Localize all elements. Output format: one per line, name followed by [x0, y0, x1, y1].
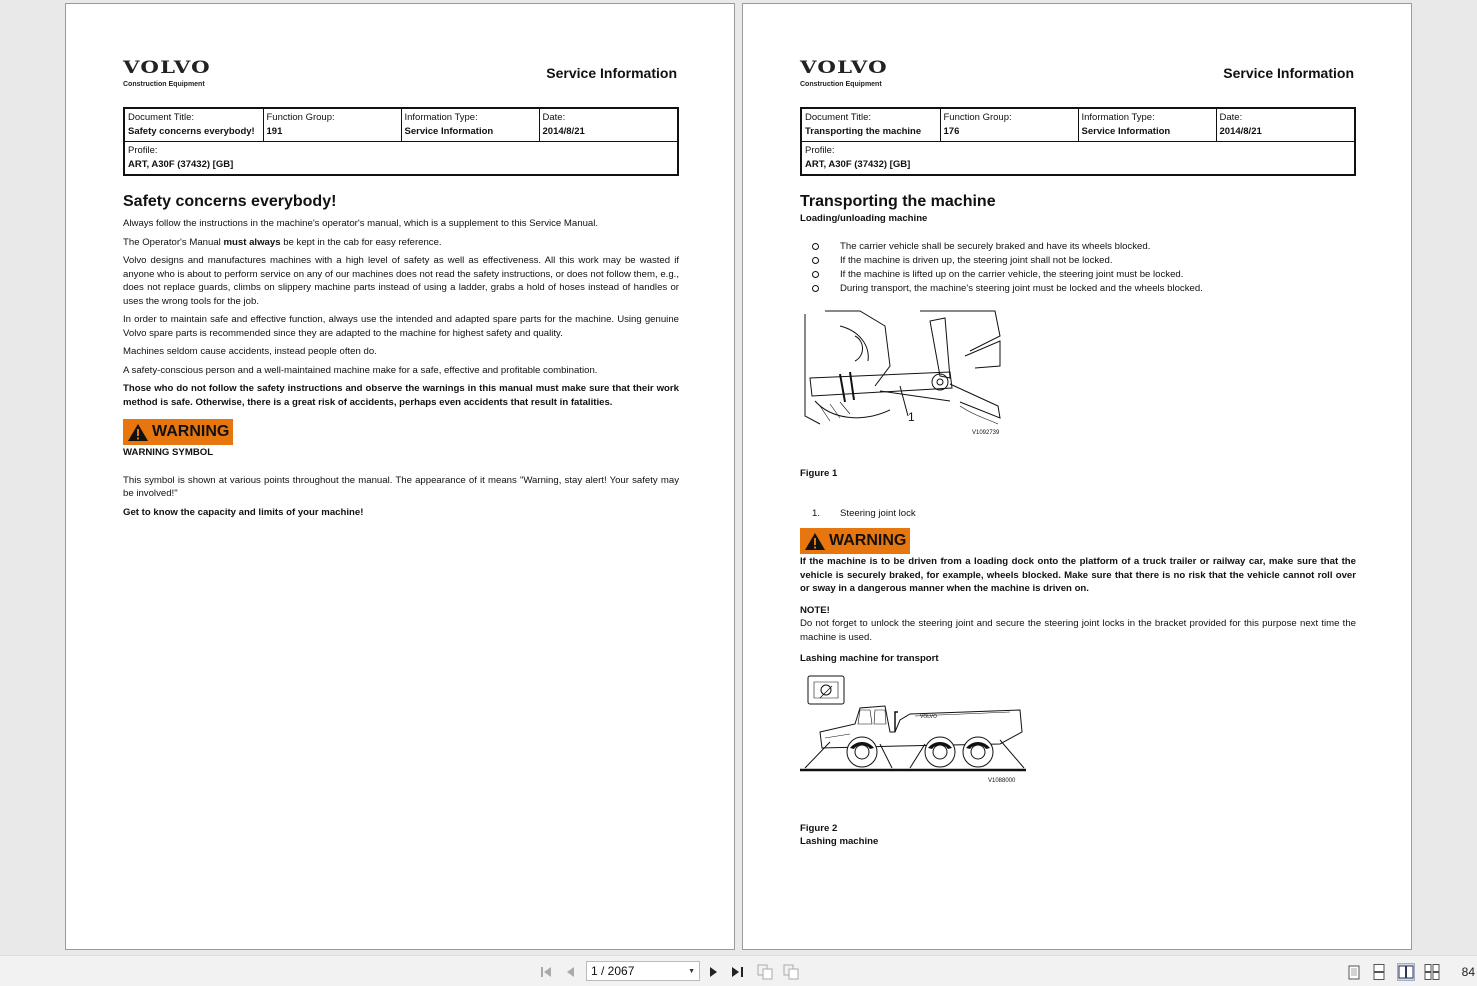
function-group-value: 176: [943, 126, 960, 137]
first-page-button[interactable]: [538, 964, 554, 980]
bold-text-run: must always: [223, 236, 281, 248]
date-value: 2014/8/21: [1219, 126, 1262, 137]
figure-label: Figure 2: [800, 822, 838, 834]
previous-view-button[interactable]: [757, 964, 773, 980]
bullet-list: [812, 240, 1356, 296]
last-page-button[interactable]: [730, 964, 746, 980]
doc-title-label: Document Title:: [128, 112, 194, 123]
figure-code: V1088000: [988, 777, 1016, 784]
profile-value: ART, A30F (37432) [GB]: [128, 159, 234, 170]
volvo-logo: [800, 58, 888, 88]
previous-page-icon: [564, 965, 578, 979]
warning-symbol-caption: WARNING SYMBOL: [123, 447, 214, 458]
list-item: [812, 268, 1356, 282]
list-item-text: If the machine is driven up, the steering joint shall not be locked.: [840, 254, 1113, 266]
page-number-input[interactable]: [586, 961, 700, 981]
facing-pages-icon: [1398, 965, 1414, 979]
paragraph: In order to maintain safe and effective function, always use the intended and adapted spare parts for the machine. Using genuine Volvo spare parts is recommended since they are adapted to the machine for highest safety and quality.: [123, 314, 679, 339]
paragraph: [123, 236, 679, 250]
dropdown-caret-icon: ▼: [688, 967, 695, 975]
facing-view-button[interactable]: [1397, 963, 1415, 981]
numbered-list-item: [812, 507, 1356, 521]
warning-label: WARNING: [829, 532, 907, 550]
document-info-table: [123, 107, 679, 176]
list-item: [812, 282, 1356, 296]
warning-triangle-icon: [127, 423, 149, 442]
function-group-value: 191: [266, 126, 283, 137]
machine-badge: VOLVO: [920, 713, 937, 720]
zoom-level[interactable]: 84: [1461, 965, 1475, 979]
function-group-label: Function Group:: [943, 112, 1012, 123]
subheading: Lashing machine for transport: [800, 653, 939, 664]
list-item-text: If the machine is lifted up on the carrier vehicle, the steering joint must be locked.: [840, 268, 1184, 280]
doc-title-value: Safety concerns everybody!: [128, 126, 255, 137]
next-view-icon: [783, 964, 799, 980]
warning-banner: [800, 528, 910, 554]
paragraph: Always follow the instructions in the machine's operator's manual, which is a supplement to this Service Manual.: [123, 218, 599, 229]
info-type-label: Information Type:: [404, 112, 478, 123]
next-view-button[interactable]: [783, 964, 799, 980]
page-content: [800, 192, 1356, 848]
steering-joint-lock-figure: [800, 306, 1010, 442]
list-number: 1.: [812, 507, 821, 519]
navigation-bar: [0, 955, 1477, 986]
note-label: NOTE!: [800, 604, 830, 616]
warning-banner: [123, 419, 233, 445]
paragraph: A safety-conscious person and a well-maintained machine make for a safe, effective and profitable combination.: [123, 364, 598, 376]
continuous-facing-view-button[interactable]: [1423, 963, 1441, 981]
doc-title-value: Transporting the machine: [805, 126, 922, 137]
list-item-text: Steering joint lock: [840, 507, 916, 519]
pdf-page-right: [742, 3, 1412, 950]
first-page-icon: [539, 965, 553, 979]
volvo-logo: [123, 58, 211, 88]
warning-label: WARNING: [152, 423, 230, 441]
profile-label: Profile:: [128, 145, 158, 156]
logo-subtitle: Construction Equipment: [800, 81, 882, 88]
paragraph-bold: Those who do not follow the safety instructions and observe the warnings in this manual must make sure that their work method is safe. Otherwise, there is a great risk of accidents, perhaps even accidents that result in fatalities.: [123, 383, 679, 408]
next-page-icon: [706, 965, 720, 979]
single-page-view-button[interactable]: [1345, 963, 1363, 981]
bullet-circle-icon: [812, 285, 819, 292]
header-title: Service Information: [1223, 65, 1354, 81]
list-item: [812, 240, 1356, 254]
page-number-text: 1 / 2067: [591, 964, 635, 978]
section-heading: Safety concerns everybody!: [123, 193, 337, 210]
figure-callout: 1: [908, 409, 915, 424]
pdf-page-left: [65, 3, 735, 950]
warning-triangle-icon: [804, 532, 826, 551]
logo-word: VOLVO: [123, 58, 211, 78]
function-group-label: Function Group:: [266, 112, 335, 123]
paragraph: This symbol is shown at various points throughout the manual. The appearance of it means "Warning, stay alert! Your safety may be involved!": [123, 474, 679, 499]
paragraph: Volvo designs and manufactures machines with a high level of safety as well as effectiveness. All this work may be wasted if anyone who is about to perform service on any of our machines does not read the safety instructions, or does not follow them, e.g., does not replace guards, climbs on slippery machine parts instead of using a ladder, grabs a hold of hoses instead of handles or uses the wrong tools for the job.: [123, 255, 679, 307]
section-heading: Transporting the machine: [800, 193, 996, 210]
text-run: The Operator's Manual: [123, 236, 224, 248]
warning-text: If the machine is to be driven from a loading dock onto the platform of a truck trailer or railway car, make sure that the vehicle is securely braked, for example, wheels blocked. Make sure that there is no risk that the vehicle cannot roll over or sway in a dangerous manner when the machine is driven on.: [800, 556, 1356, 594]
continuous-facing-icon: [1424, 964, 1440, 980]
bullet-circle-icon: [812, 271, 819, 278]
profile-label: Profile:: [805, 145, 835, 156]
list-item: [812, 254, 1356, 268]
subheading: Loading/unloading machine: [800, 213, 928, 224]
document-info-table: [800, 107, 1356, 176]
previous-page-button[interactable]: [563, 964, 579, 980]
last-page-icon: [730, 965, 746, 979]
list-item-text: The carrier vehicle shall be securely braked and have its wheels blocked.: [840, 240, 1151, 252]
header-title: Service Information: [546, 65, 677, 81]
single-page-icon: [1348, 965, 1360, 980]
figure-caption: Lashing machine: [800, 835, 879, 847]
date-label: Date:: [1219, 112, 1243, 123]
date-value: 2014/8/21: [542, 126, 585, 137]
text-run: be kept in the cab for easy reference.: [280, 236, 442, 248]
continuous-view-button[interactable]: [1370, 963, 1388, 981]
doc-title-label: Document Title:: [805, 112, 871, 123]
date-label: Date:: [542, 112, 566, 123]
list-item-text: During transport, the machine's steering joint must be locked and the wheels blocked.: [840, 282, 1203, 294]
page-content: [123, 192, 679, 524]
bullet-circle-icon: [812, 257, 819, 264]
info-type-value: Service Information: [404, 126, 494, 137]
figure-code: V1092739: [972, 429, 1000, 436]
continuous-page-icon: [1373, 964, 1385, 980]
bullet-circle-icon: [812, 243, 819, 250]
profile-value: ART, A30F (37432) [GB]: [805, 159, 911, 170]
logo-subtitle: Construction Equipment: [123, 81, 205, 88]
figure-label: Figure 1: [800, 467, 838, 479]
paragraph: Machines seldom cause accidents, instead people often do.: [123, 346, 377, 357]
previous-view-icon: [757, 964, 773, 980]
paragraph-bold: Get to know the capacity and limits of your machine!: [123, 506, 364, 518]
info-type-label: Information Type:: [1081, 112, 1155, 123]
logo-word: VOLVO: [800, 58, 888, 78]
next-page-button[interactable]: [705, 964, 721, 980]
info-type-value: Service Information: [1081, 126, 1171, 137]
lashing-machine-figure: [800, 672, 1030, 792]
note-text: Do not forget to unlock the steering joint and secure the steering joint locks in the bracket provided for this purpose next time the machine is used.: [800, 618, 1356, 643]
